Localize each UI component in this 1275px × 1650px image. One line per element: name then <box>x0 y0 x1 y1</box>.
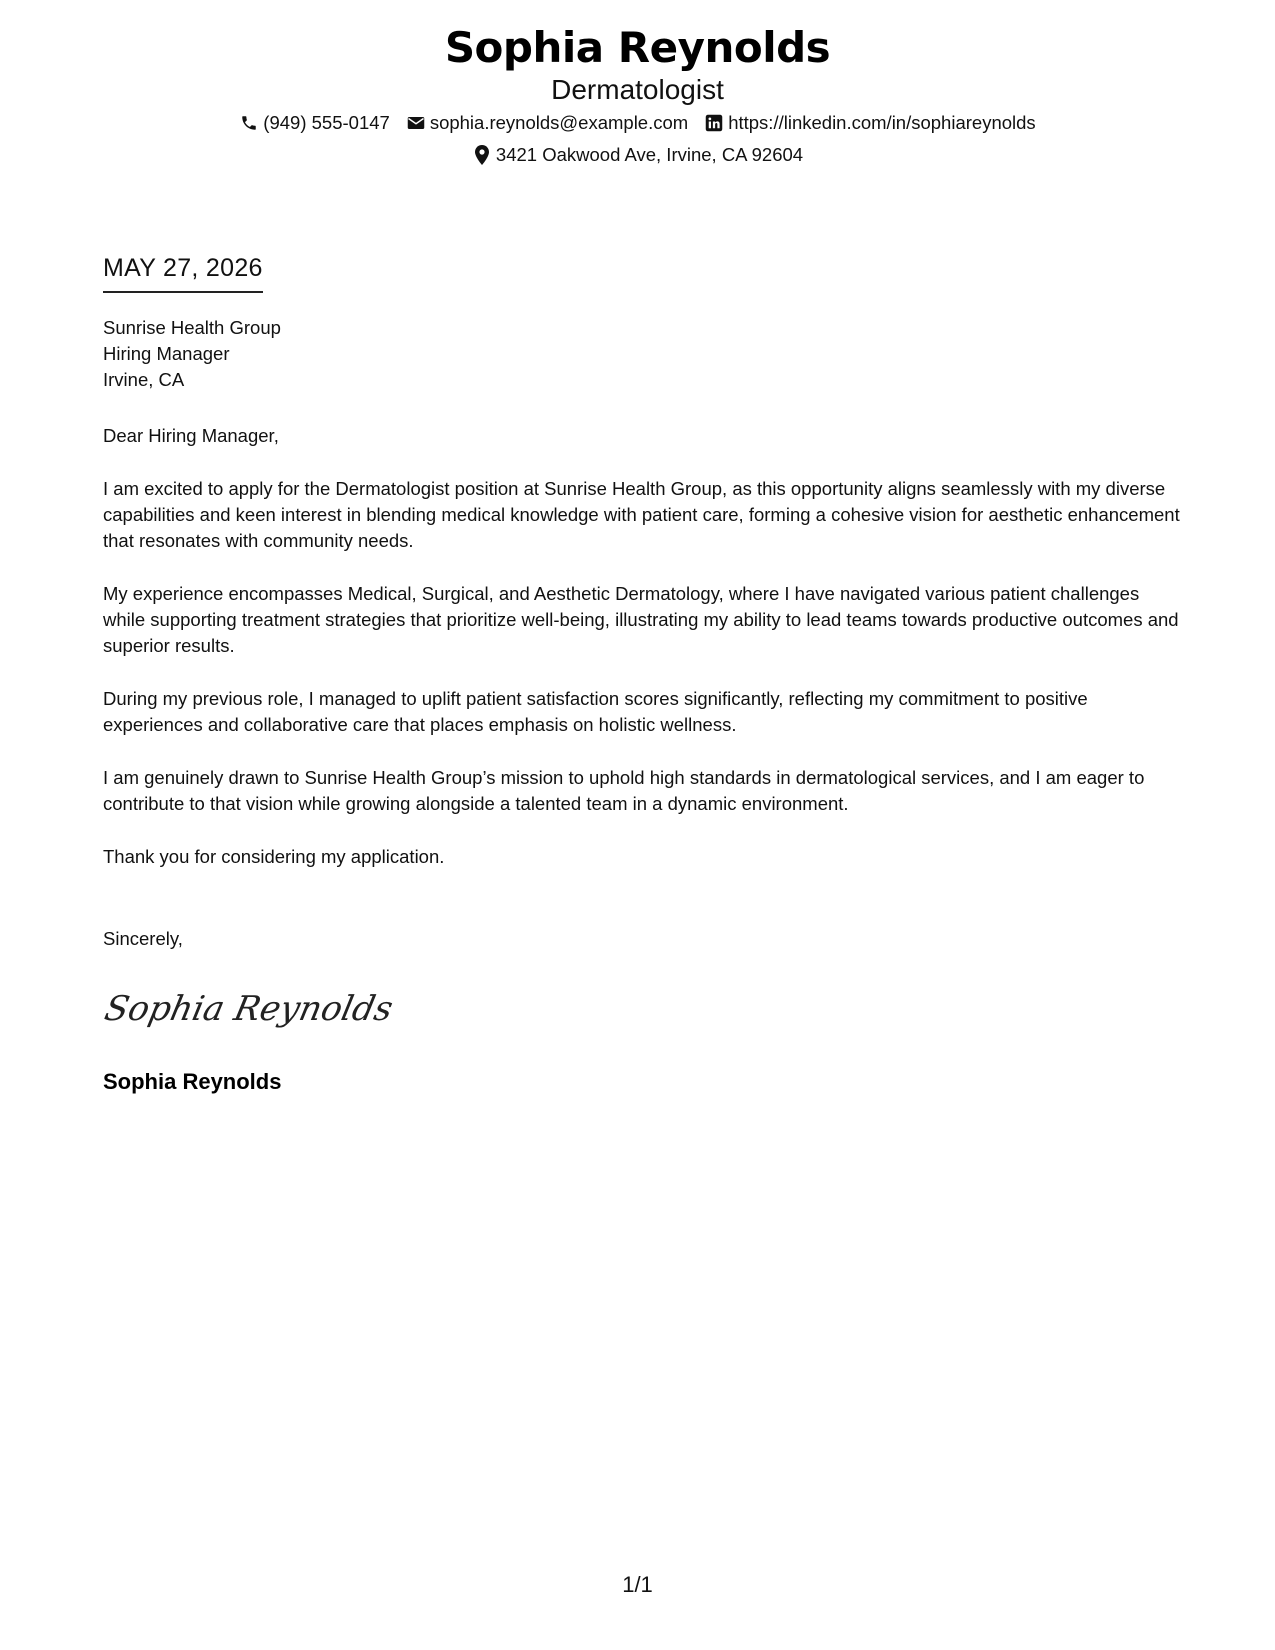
letter-header <box>0 22 1275 166</box>
handwritten-signature <box>101 978 397 1038</box>
body-paragraph: I am genuinely drawn to Sunrise Health Group’s mission to uphold high standards in dermatological services, and I am eager to contribute to that vision while growing alongside a talented team in a dynamic environment. <box>103 767 1145 814</box>
address-text: 3421 Oakwood Ave, Irvine, CA 92604 <box>495 144 804 165</box>
letter-body <box>103 423 1183 897</box>
page-number: 1/1 <box>622 1572 653 1597</box>
phone-icon <box>239 113 259 133</box>
applicant-title: Dermatologist <box>551 74 724 105</box>
recipient-company: Sunrise Health Group <box>103 317 281 338</box>
envelope-icon <box>406 113 426 133</box>
linkedin-link[interactable]: https://linkedin.com/in/sophiareynolds <box>728 112 1036 133</box>
signature-script: Sophia Reynolds <box>101 989 397 1029</box>
recipient-location: Irvine, CA <box>103 369 185 390</box>
closing: Sincerely, <box>103 928 183 949</box>
email-link[interactable]: sophia.reynolds@example.com <box>429 112 689 133</box>
recipient-block <box>103 315 281 393</box>
contact-phone <box>239 112 390 134</box>
contact-row <box>0 112 1275 134</box>
signed-name: Sophia Reynolds <box>103 1069 282 1094</box>
applicant-name: Sophia Reynolds <box>444 23 831 72</box>
thanks-line: Thank you for considering my application. <box>103 846 445 867</box>
letter-date: MAY 27, 2026 <box>103 253 263 293</box>
recipient-role: Hiring Manager <box>103 343 230 364</box>
contact-email[interactable] <box>406 112 688 134</box>
phone-text: (949) 555-0147 <box>263 112 390 133</box>
contact-address <box>472 144 803 166</box>
body-paragraph: My experience encompasses Medical, Surgical, and Aesthetic Dermatology, where I have navigated various patient challenges while supporting treatment strategies that prioritize well-being, illustrating my ability to lead teams towards productive outcomes and superior results. <box>103 583 1179 656</box>
letter-date-block <box>103 253 263 293</box>
contact-linkedin[interactable] <box>704 112 1035 134</box>
linkedin-icon <box>704 113 724 133</box>
body-paragraph: During my previous role, I managed to uplift patient satisfaction scores significantly, reflecting my commitment to positive experiences and collaborative care that places emphasis on holistic wellness. <box>103 688 1088 735</box>
salutation: Dear Hiring Manager, <box>103 425 279 446</box>
map-marker-icon <box>472 145 492 165</box>
body-paragraph: I am excited to apply for the Dermatologist position at Sunrise Health Group, as this opportunity aligns seamlessly with my diverse capabilities and keen interest in blending medical knowledge with patient care, forming a cohesive vision for aesthetic enhancement that resonates with community needs. <box>103 478 1180 551</box>
address-row <box>0 144 1275 166</box>
